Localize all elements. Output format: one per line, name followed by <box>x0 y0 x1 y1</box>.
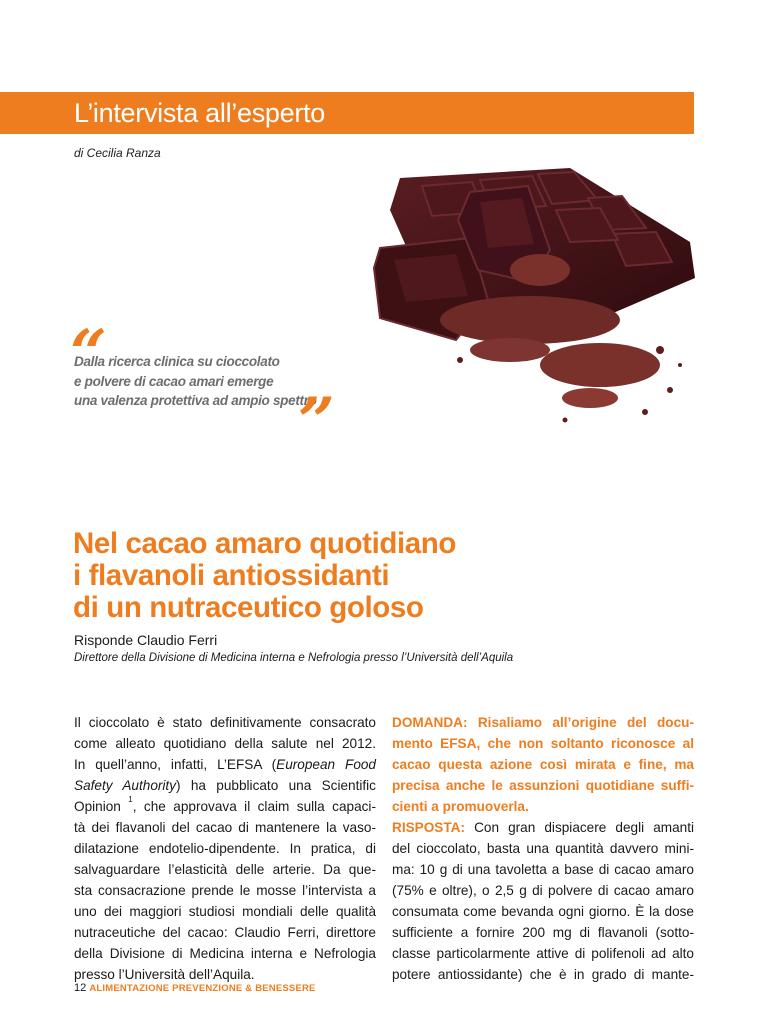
headline-line: di un nutraceutico goloso <box>73 591 424 624</box>
body-line: tà dei flavanoli del cacao di mantenere la vaso- <box>74 820 376 835</box>
body-line <box>74 796 376 817</box>
page-footer <box>74 982 316 994</box>
pull-quote-line: Dalla ricerca clinica su cioccolato <box>74 354 280 369</box>
question-line: cacao questa azione così mirata e fine, ma <box>392 757 694 772</box>
answer-line: potere antiossidante) che è in grado di mante- <box>392 967 694 982</box>
chocolate-photo <box>360 150 700 442</box>
page-number: 12 <box>74 982 87 994</box>
magazine-name: ALIMENTAZIONE PREVENZIONE & BENESSERE <box>89 983 316 994</box>
body-line: nutraceutiche del cacao: Claudio Ferri, direttore <box>74 925 376 940</box>
answer-label: RISPOSTA: <box>392 820 466 835</box>
answer-line: sufficiente a fornire 200 mg di flavanoli (sotto- <box>392 925 694 940</box>
answer-line: ma: 10 g di una tavoletta a base di cacao amaro <box>392 862 694 877</box>
body-column-left <box>74 712 376 985</box>
answer-line <box>392 817 694 838</box>
body-text: ) ha pubblicato una Scientific <box>176 778 376 793</box>
body-line: Il cioccolato è stato definitivamente consacrato <box>74 715 376 730</box>
body-line: uno dei maggiori studiosi mondiali delle qualità <box>74 904 376 919</box>
answer-line: consumata come bevanda ogni giorno. È la dose <box>392 904 694 919</box>
body-text: In quell’anno, infatti, L’EFSA ( <box>74 757 277 772</box>
question-line: mento EFSA, che non soltanto riconosce al <box>392 736 694 751</box>
pull-quote-line: una valenza protettiva ad ampio spettro <box>74 393 317 408</box>
headline-line: i flavanoli antiossidanti <box>73 559 390 592</box>
body-italic: European Food <box>276 757 376 772</box>
body-line <box>74 754 376 775</box>
body-line: della Divisione di Medicina interna e Nefrologia <box>74 946 376 961</box>
respondent-role: Direttore della Divisione di Medicina interna e Nefrologia presso l’Università dell’Aquila <box>74 652 514 664</box>
body-line: salvaguardare l’elasticità delle arterie. Da que- <box>74 862 376 877</box>
body-column-right <box>392 712 694 985</box>
question-line: DOMANDA: Risaliamo all’origine del docu- <box>392 715 694 730</box>
body-line <box>74 775 376 796</box>
question-line: cienti a promuoverla. <box>392 799 529 814</box>
body-italic: Safety Authority <box>74 778 176 793</box>
body-line: come alleato quotidiano della salute nel 2012. <box>74 736 376 751</box>
footnote-ref: 1 <box>128 795 133 804</box>
close-quote-mark: ” <box>298 384 335 459</box>
article-headline <box>73 528 456 624</box>
respondent: Risponde Claudio Ferri <box>74 632 218 648</box>
open-quote-mark: “ <box>70 316 107 391</box>
author-byline: di Cecilia Ranza <box>74 146 161 160</box>
answer-line: (75% e oltre), o 2,5 g di polvere di cacao amaro <box>392 883 694 898</box>
question-line: precisa anche le assunzioni quotidiane suffi- <box>392 778 694 793</box>
body-text: Con gran dispiacere degli amanti <box>465 820 694 835</box>
body-line: presso l’Università dell’Aquila. <box>74 967 255 982</box>
body-line: sta consacrazione prende le mosse l’intervista a <box>74 883 376 898</box>
pull-quote-line: e polvere di cacao amari emerge <box>74 373 274 389</box>
body-text: Opinion <box>74 799 129 814</box>
body-text: , che approvava il claim sulla capaci- <box>132 799 376 814</box>
body-line: dilatazione endotelio-dipendente. In pratica, di <box>74 841 376 856</box>
answer-line: classe particolarmente attive di polifenoli ad alto <box>392 946 694 961</box>
answer-line: del cioccolato, basta una quantità davvero mini- <box>392 841 694 856</box>
section-title: L’intervista all’esperto <box>74 98 325 128</box>
headline-line: Nel cacao amaro quotidiano <box>73 527 457 560</box>
